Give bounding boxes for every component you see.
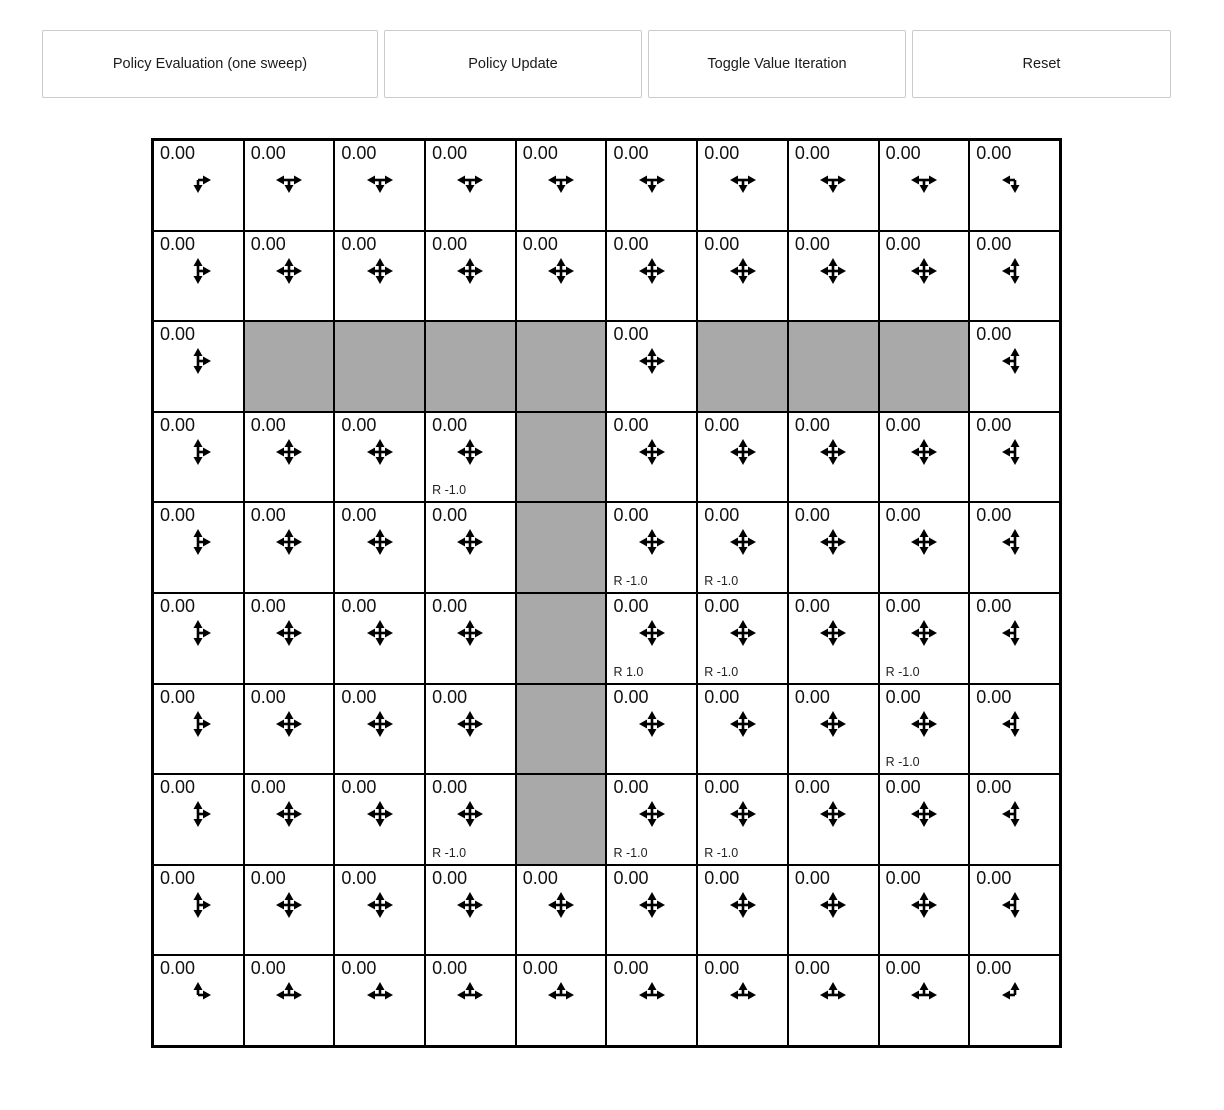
- grid-cell-r2c0[interactable]: [153, 321, 244, 412]
- state-value: 0.00: [250, 414, 286, 435]
- grid-cell-r4c9[interactable]: [969, 502, 1060, 593]
- grid-cell-r5c9[interactable]: [969, 593, 1060, 684]
- policy-arrows-icon: [335, 434, 424, 470]
- state-value: 0.00: [976, 867, 1012, 888]
- state-value: 0.00: [794, 143, 830, 163]
- state-value: 0.00: [704, 595, 740, 616]
- reward-label: R -1.0: [432, 845, 467, 860]
- policy-arrows-icon: [970, 343, 1059, 379]
- grid-cell-r5c0[interactable]: [153, 593, 244, 684]
- grid-cell-r3c9[interactable]: [969, 412, 1060, 503]
- policy-arrows-icon: [970, 706, 1059, 742]
- policy-arrows-icon: [607, 162, 696, 198]
- policy-arrows-icon: [698, 796, 787, 832]
- reward-label: R -1.0: [613, 845, 648, 860]
- state-value: 0.00: [613, 233, 649, 254]
- state-value: 0.00: [341, 777, 377, 798]
- grid-cell-r6c2[interactable]: [334, 684, 425, 775]
- policy-arrows-icon: [335, 706, 424, 742]
- gridworld: [151, 138, 1062, 1048]
- state-value: 0.00: [613, 414, 649, 435]
- grid-wall-r2c8: [879, 321, 970, 412]
- state-value: 0.00: [976, 958, 1012, 979]
- state-value: 0.00: [160, 595, 196, 616]
- state-value: 0.00: [432, 414, 468, 435]
- grid-cell-r3c0[interactable]: [153, 412, 244, 503]
- grid-cell-r8c1[interactable]: [244, 865, 335, 956]
- grid-wall-r4c4: [516, 502, 607, 593]
- state-value: 0.00: [160, 867, 196, 888]
- policy-arrows-icon: [335, 162, 424, 198]
- grid-cell-r7c6[interactable]: [697, 774, 788, 865]
- policy-arrows-icon: [880, 434, 969, 470]
- policy-arrows-icon: [426, 887, 515, 923]
- policy-arrows-icon: [335, 615, 424, 651]
- grid-cell-r7c1[interactable]: [244, 774, 335, 865]
- reward-label: R -1.0: [613, 573, 648, 588]
- grid-cell-r5c5[interactable]: [606, 593, 697, 684]
- policy-arrows-icon: [607, 343, 696, 379]
- policy-arrows-icon: [245, 524, 334, 560]
- grid-cell-r7c8[interactable]: [879, 774, 970, 865]
- policy-arrows-icon: [154, 524, 243, 560]
- policy-arrows-icon: [426, 162, 515, 198]
- policy-update-button[interactable]: Policy Update: [384, 30, 642, 98]
- policy-arrows-icon: [607, 796, 696, 832]
- state-value: 0.00: [794, 777, 830, 798]
- grid-cell-r1c5[interactable]: [606, 231, 697, 322]
- grid-cell-r1c1[interactable]: [244, 231, 335, 322]
- state-value: 0.00: [250, 958, 286, 979]
- state-value: 0.00: [885, 777, 921, 798]
- policy-arrows-icon: [335, 977, 424, 1013]
- grid-cell-r8c0[interactable]: [153, 865, 244, 956]
- policy-arrows-icon: [698, 706, 787, 742]
- toggle-value-iteration-button[interactable]: Toggle Value Iteration: [648, 30, 906, 98]
- reward-label: R -1.0: [432, 483, 467, 498]
- grid-cell-r7c7[interactable]: [788, 774, 879, 865]
- state-value: 0.00: [250, 777, 286, 798]
- policy-arrows-icon: [698, 887, 787, 923]
- policy-arrows-icon: [245, 253, 334, 289]
- policy-arrows-icon: [880, 615, 969, 651]
- grid-cell-r1c8[interactable]: [879, 231, 970, 322]
- policy-arrows-icon: [970, 615, 1059, 651]
- state-value: 0.00: [432, 143, 468, 163]
- policy-arrows-icon: [426, 253, 515, 289]
- policy-arrows-icon: [245, 706, 334, 742]
- grid-cell-r6c5[interactable]: [606, 684, 697, 775]
- grid-cell-r5c7[interactable]: [788, 593, 879, 684]
- state-value: 0.00: [613, 867, 649, 888]
- state-value: 0.00: [976, 233, 1012, 254]
- grid-cell-r0c0[interactable]: [153, 140, 244, 231]
- state-value: 0.00: [704, 686, 740, 707]
- state-value: 0.00: [794, 686, 830, 707]
- grid-cell-r4c2[interactable]: [334, 502, 425, 593]
- grid-cell-r2c9[interactable]: [969, 321, 1060, 412]
- state-value: 0.00: [885, 414, 921, 435]
- policy-arrows-icon: [154, 977, 243, 1013]
- grid-cell-r3c5[interactable]: [606, 412, 697, 503]
- grid-cell-r6c0[interactable]: [153, 684, 244, 775]
- grid-cell-r9c7[interactable]: [788, 955, 879, 1046]
- state-value: 0.00: [976, 595, 1012, 616]
- state-value: 0.00: [432, 867, 468, 888]
- policy-arrows-icon: [154, 434, 243, 470]
- state-value: 0.00: [341, 414, 377, 435]
- policy-arrows-icon: [970, 977, 1059, 1013]
- grid-wall-r5c4: [516, 593, 607, 684]
- policy-arrows-icon: [607, 615, 696, 651]
- state-value: 0.00: [522, 958, 558, 979]
- state-value: 0.00: [885, 958, 921, 979]
- state-value: 0.00: [432, 595, 468, 616]
- policy-arrows-icon: [426, 524, 515, 560]
- state-value: 0.00: [341, 595, 377, 616]
- policy-arrows-icon: [789, 524, 878, 560]
- state-value: 0.00: [885, 686, 921, 707]
- grid-wall-r2c4: [516, 321, 607, 412]
- policy-arrows-icon: [154, 796, 243, 832]
- policy-arrows-icon: [517, 253, 606, 289]
- policy-arrows-icon: [698, 524, 787, 560]
- grid-wall-r6c4: [516, 684, 607, 775]
- grid-cell-r9c3[interactable]: [425, 955, 516, 1046]
- state-value: 0.00: [885, 143, 921, 163]
- grid-cell-r7c2[interactable]: [334, 774, 425, 865]
- policy-arrows-icon: [426, 615, 515, 651]
- policy-arrows-icon: [880, 253, 969, 289]
- policy-arrows-icon: [154, 887, 243, 923]
- state-value: 0.00: [976, 143, 1012, 163]
- policy-arrows-icon: [245, 434, 334, 470]
- state-value: 0.00: [976, 777, 1012, 798]
- reward-label: R -1.0: [885, 755, 920, 770]
- state-value: 0.00: [613, 324, 649, 345]
- policy-arrows-icon: [607, 706, 696, 742]
- grid-cell-r5c3[interactable]: [425, 593, 516, 684]
- state-value: 0.00: [794, 505, 830, 526]
- policy-arrows-icon: [517, 162, 606, 198]
- policy-arrows-icon: [789, 253, 878, 289]
- grid-cell-r6c9[interactable]: [969, 684, 1060, 775]
- state-value: 0.00: [613, 777, 649, 798]
- grid-cell-r8c4[interactable]: [516, 865, 607, 956]
- grid-cell-r7c5[interactable]: [606, 774, 697, 865]
- policy-arrows-icon: [880, 887, 969, 923]
- policy-arrows-icon: [880, 796, 969, 832]
- state-value: 0.00: [250, 233, 286, 254]
- grid-cell-r1c6[interactable]: [697, 231, 788, 322]
- grid-cell-r1c2[interactable]: [334, 231, 425, 322]
- grid-cell-r0c5[interactable]: [606, 140, 697, 231]
- grid-cell-r0c2[interactable]: [334, 140, 425, 231]
- grid-cell-r9c5[interactable]: [606, 955, 697, 1046]
- policy-arrows-icon: [880, 977, 969, 1013]
- reward-label: R -1.0: [704, 845, 739, 860]
- state-value: 0.00: [522, 867, 558, 888]
- grid-cell-r4c8[interactable]: [879, 502, 970, 593]
- state-value: 0.00: [250, 686, 286, 707]
- grid-cell-r5c8[interactable]: [879, 593, 970, 684]
- state-value: 0.00: [250, 595, 286, 616]
- state-value: 0.00: [704, 777, 740, 798]
- policy-arrows-icon: [789, 434, 878, 470]
- grid-cell-r0c3[interactable]: [425, 140, 516, 231]
- grid-cell-r3c7[interactable]: [788, 412, 879, 503]
- state-value: 0.00: [341, 686, 377, 707]
- policy-arrows-icon: [698, 253, 787, 289]
- policy-arrows-icon: [426, 706, 515, 742]
- grid-wall-r2c2: [334, 321, 425, 412]
- state-value: 0.00: [794, 233, 830, 254]
- policy-arrows-icon: [607, 887, 696, 923]
- state-value: 0.00: [250, 143, 286, 163]
- policy-arrows-icon: [789, 887, 878, 923]
- grid-cell-r6c6[interactable]: [697, 684, 788, 775]
- grid-cell-r9c1[interactable]: [244, 955, 335, 1046]
- policy-arrows-icon: [154, 706, 243, 742]
- policy-arrows-icon: [698, 434, 787, 470]
- policy-arrows-icon: [245, 615, 334, 651]
- state-value: 0.00: [522, 143, 558, 163]
- grid-wall-r2c7: [788, 321, 879, 412]
- state-value: 0.00: [704, 414, 740, 435]
- state-value: 0.00: [885, 505, 921, 526]
- state-value: 0.00: [613, 505, 649, 526]
- state-value: 0.00: [794, 414, 830, 435]
- state-value: 0.00: [160, 777, 196, 798]
- grid-cell-r1c4[interactable]: [516, 231, 607, 322]
- grid-cell-r3c2[interactable]: [334, 412, 425, 503]
- policy-arrows-icon: [154, 162, 243, 198]
- grid-cell-r0c9[interactable]: [969, 140, 1060, 231]
- policy-arrows-icon: [517, 887, 606, 923]
- state-value: 0.00: [160, 414, 196, 435]
- state-value: 0.00: [160, 958, 196, 979]
- grid-cell-r8c9[interactable]: [969, 865, 1060, 956]
- policy-arrows-icon: [154, 253, 243, 289]
- grid-cell-r1c7[interactable]: [788, 231, 879, 322]
- grid-cell-r3c1[interactable]: [244, 412, 335, 503]
- grid-cell-r5c2[interactable]: [334, 593, 425, 684]
- grid-cell-r6c1[interactable]: [244, 684, 335, 775]
- policy-arrows-icon: [245, 796, 334, 832]
- reward-label: R -1.0: [885, 664, 920, 679]
- policy-arrows-icon: [880, 162, 969, 198]
- policy-arrows-icon: [789, 615, 878, 651]
- state-value: 0.00: [885, 867, 921, 888]
- policy-arrows-icon: [789, 162, 878, 198]
- grid-cell-r6c8[interactable]: [879, 684, 970, 775]
- policy-arrows-icon: [698, 977, 787, 1013]
- grid-cell-r0c4[interactable]: [516, 140, 607, 231]
- state-value: 0.00: [613, 595, 649, 616]
- state-value: 0.00: [704, 143, 740, 163]
- policy-arrows-icon: [245, 977, 334, 1013]
- grid-cell-r1c0[interactable]: [153, 231, 244, 322]
- policy-arrows-icon: [245, 162, 334, 198]
- policy-arrows-icon: [698, 162, 787, 198]
- state-value: 0.00: [794, 595, 830, 616]
- policy-arrows-icon: [607, 977, 696, 1013]
- grid-cell-r4c1[interactable]: [244, 502, 335, 593]
- grid-cell-r1c9[interactable]: [969, 231, 1060, 322]
- state-value: 0.00: [432, 777, 468, 798]
- grid-cell-r8c7[interactable]: [788, 865, 879, 956]
- state-value: 0.00: [341, 958, 377, 979]
- state-value: 0.00: [794, 867, 830, 888]
- reset-button[interactable]: Reset: [912, 30, 1171, 98]
- state-value: 0.00: [160, 686, 196, 707]
- state-value: 0.00: [160, 143, 196, 163]
- state-value: 0.00: [976, 686, 1012, 707]
- policy-arrows-icon: [335, 524, 424, 560]
- state-value: 0.00: [976, 414, 1012, 435]
- grid-cell-r9c2[interactable]: [334, 955, 425, 1046]
- state-value: 0.00: [794, 958, 830, 979]
- state-value: 0.00: [704, 867, 740, 888]
- state-value: 0.00: [613, 686, 649, 707]
- grid-cell-r8c3[interactable]: [425, 865, 516, 956]
- policy-arrows-icon: [970, 434, 1059, 470]
- state-value: 0.00: [885, 595, 921, 616]
- grid-wall-r2c1: [244, 321, 335, 412]
- state-value: 0.00: [885, 233, 921, 254]
- grid-cell-r9c6[interactable]: [697, 955, 788, 1046]
- policy-arrows-icon: [154, 343, 243, 379]
- policy-arrows-icon: [517, 977, 606, 1013]
- grid-cell-r9c9[interactable]: [969, 955, 1060, 1046]
- grid-cell-r7c9[interactable]: [969, 774, 1060, 865]
- grid-wall-r2c6: [697, 321, 788, 412]
- state-value: 0.00: [432, 505, 468, 526]
- state-value: 0.00: [704, 233, 740, 254]
- toolbar: [42, 30, 1182, 98]
- grid-cell-r4c6[interactable]: [697, 502, 788, 593]
- grid-cell-r6c7[interactable]: [788, 684, 879, 775]
- policy-arrows-icon: [245, 887, 334, 923]
- grid-cell-r0c8[interactable]: [879, 140, 970, 231]
- policy-arrows-icon: [335, 253, 424, 289]
- state-value: 0.00: [432, 958, 468, 979]
- policy-evaluation-button[interactable]: Policy Evaluation (one sweep): [42, 30, 378, 98]
- grid-cell-r3c6[interactable]: [697, 412, 788, 503]
- grid-cell-r4c5[interactable]: [606, 502, 697, 593]
- state-value: 0.00: [341, 233, 377, 254]
- grid-cell-r9c4[interactable]: [516, 955, 607, 1046]
- grid-cell-r8c2[interactable]: [334, 865, 425, 956]
- grid-cell-r9c0[interactable]: [153, 955, 244, 1046]
- grid-cell-r8c8[interactable]: [879, 865, 970, 956]
- grid-cell-r4c3[interactable]: [425, 502, 516, 593]
- state-value: 0.00: [976, 505, 1012, 526]
- policy-arrows-icon: [880, 706, 969, 742]
- policy-arrows-icon: [970, 524, 1059, 560]
- policy-arrows-icon: [789, 796, 878, 832]
- grid-cell-r4c0[interactable]: [153, 502, 244, 593]
- reward-label: R -1.0: [704, 664, 739, 679]
- state-value: 0.00: [341, 505, 377, 526]
- reward-label: R -1.0: [704, 573, 739, 588]
- state-value: 0.00: [613, 958, 649, 979]
- policy-arrows-icon: [607, 434, 696, 470]
- policy-arrows-icon: [970, 887, 1059, 923]
- grid-cell-r4c7[interactable]: [788, 502, 879, 593]
- state-value: 0.00: [160, 233, 196, 254]
- grid-cell-r5c1[interactable]: [244, 593, 335, 684]
- policy-arrows-icon: [607, 253, 696, 289]
- state-value: 0.00: [160, 505, 196, 526]
- grid-cell-r0c7[interactable]: [788, 140, 879, 231]
- policy-arrows-icon: [335, 796, 424, 832]
- state-value: 0.00: [341, 143, 377, 163]
- policy-arrows-icon: [607, 524, 696, 560]
- state-value: 0.00: [250, 867, 286, 888]
- state-value: 0.00: [432, 233, 468, 254]
- grid-cell-r2c5[interactable]: [606, 321, 697, 412]
- gridworld-container: [151, 138, 1224, 1048]
- policy-arrows-icon: [880, 524, 969, 560]
- grid-cell-r6c3[interactable]: [425, 684, 516, 775]
- state-value: 0.00: [250, 505, 286, 526]
- grid-cell-r7c3[interactable]: [425, 774, 516, 865]
- reward-label: R 1.0: [613, 664, 644, 679]
- policy-arrows-icon: [426, 434, 515, 470]
- grid-cell-r0c1[interactable]: [244, 140, 335, 231]
- grid-wall-r7c4: [516, 774, 607, 865]
- grid-cell-r7c0[interactable]: [153, 774, 244, 865]
- grid-cell-r3c3[interactable]: [425, 412, 516, 503]
- grid-cell-r0c6[interactable]: [697, 140, 788, 231]
- state-value: 0.00: [522, 233, 558, 254]
- state-value: 0.00: [613, 143, 649, 163]
- state-value: 0.00: [976, 324, 1012, 345]
- policy-arrows-icon: [426, 796, 515, 832]
- policy-arrows-icon: [789, 706, 878, 742]
- grid-cell-r3c8[interactable]: [879, 412, 970, 503]
- state-value: 0.00: [160, 324, 196, 345]
- policy-arrows-icon: [426, 977, 515, 1013]
- policy-arrows-icon: [970, 162, 1059, 198]
- state-value: 0.00: [704, 505, 740, 526]
- grid-cell-r9c8[interactable]: [879, 955, 970, 1046]
- policy-arrows-icon: [335, 887, 424, 923]
- grid-cell-r1c3[interactable]: [425, 231, 516, 322]
- grid-cell-r8c5[interactable]: [606, 865, 697, 956]
- state-value: 0.00: [432, 686, 468, 707]
- state-value: 0.00: [704, 958, 740, 979]
- policy-arrows-icon: [789, 977, 878, 1013]
- policy-arrows-icon: [698, 615, 787, 651]
- grid-cell-r8c6[interactable]: [697, 865, 788, 956]
- grid-wall-r2c3: [425, 321, 516, 412]
- grid-wall-r3c4: [516, 412, 607, 503]
- state-value: 0.00: [341, 867, 377, 888]
- grid-cell-r5c6[interactable]: [697, 593, 788, 684]
- policy-arrows-icon: [970, 796, 1059, 832]
- policy-arrows-icon: [970, 253, 1059, 289]
- policy-arrows-icon: [154, 615, 243, 651]
